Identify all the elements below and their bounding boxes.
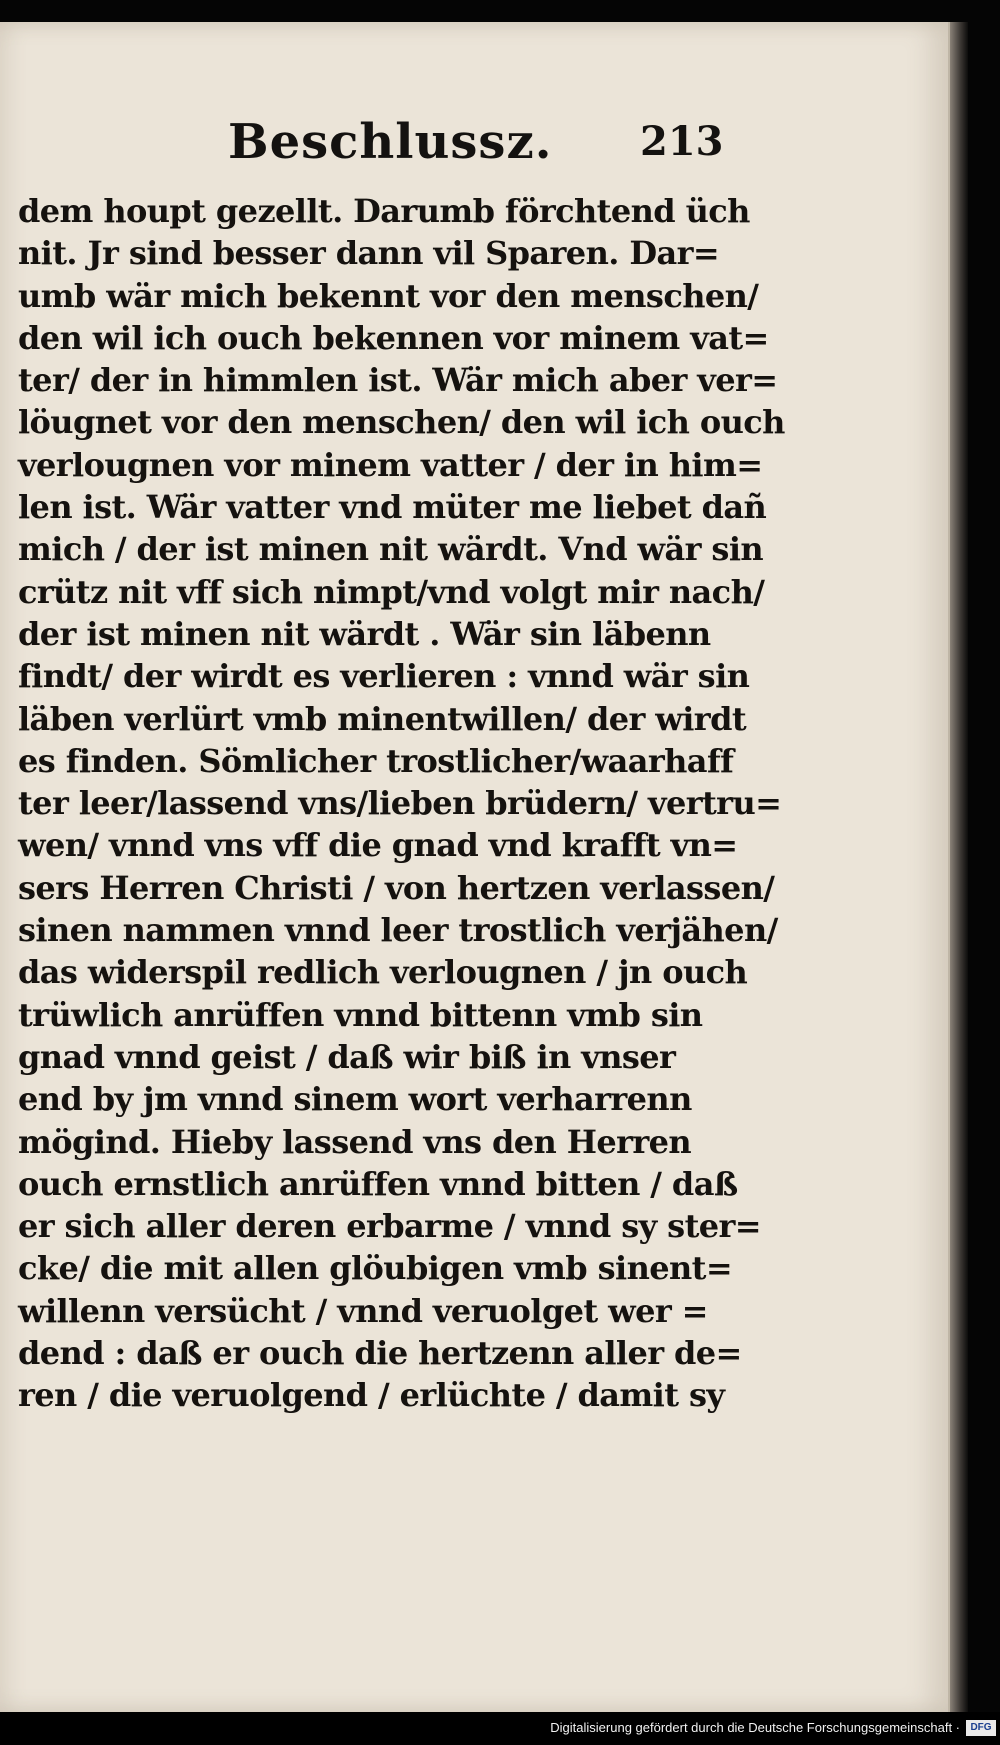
text-line: der ist minen nit wärdt . Wär sin läbenn (18, 614, 711, 653)
page-edge-shadow (950, 22, 968, 1712)
text-line: dend : daß er ouch die hertzenn aller de= (18, 1334, 742, 1373)
text-line: trüwlich anrüffen vnnd bittenn vmb sin (18, 995, 703, 1034)
text-line: er sich aller deren erbarme / vnnd sy ster= (18, 1207, 761, 1246)
text-line: gnad vnnd geist / daß wir biß in vnser (18, 1037, 676, 1076)
text-line: läben verlürt vmb minentwillen/ der wirdt (18, 699, 747, 738)
text-line: crütz nit vff sich nimpt/vnd volgt mir nach/ (18, 572, 765, 611)
text-line: willenn versücht / vnnd veruolget wer = (18, 1291, 708, 1330)
text-line: das widerspil redlich verlougnen / jn ouch (18, 953, 748, 992)
text-line: nit. Jr sind besser dann vil Sparen. Dar= (18, 234, 720, 273)
text-line: ter leer/lassend vns/lieben brüdern/ vertru= (18, 784, 782, 823)
funding-credit: Digitalisierung gefördert durch die Deutsche Forschungsgemeinschaft · (550, 1720, 960, 1735)
text-line: umb wär mich bekennt vor den menschen/ (18, 276, 759, 315)
text-line: mich / der ist minen nit wärdt. Vnd wär sin (18, 530, 764, 569)
text-line: wen/ vnnd vns vff die gnad vnd krafft vn= (18, 826, 738, 865)
text-line: mögind. Hieby lassend vns den Herren (18, 1122, 692, 1161)
text-line: ter/ der in himmlen ist. Wär mich aber ver= (18, 361, 778, 400)
text-line: findt/ der wirdt es verlieren : vnnd wär sin (18, 657, 750, 696)
page-number: 213 (640, 118, 724, 165)
text-line: end by jm vnnd sinem wort verharrenn (18, 1080, 692, 1119)
text-line: ren / die veruolgend / erlüchte / damit sy (18, 1376, 725, 1415)
text-line: löugnet vor den menschen/ den wil ich ouch (18, 403, 785, 442)
text-line: sinen nammen vnnd leer trostlich verjähen/ (18, 911, 778, 950)
text-line: len ist. Wär vatter vnd müter me liebet dañ (18, 488, 767, 527)
body-text (18, 190, 785, 1417)
text-line: dem houpt gezellt. Darumb förchtend üch (18, 192, 750, 230)
digitization-footer (0, 1712, 1000, 1745)
book-page (0, 22, 950, 1712)
text-line: verlougnen vor minem vatter / der in him= (18, 445, 763, 484)
dfg-logo-icon: DFG (966, 1720, 996, 1736)
page-header (0, 114, 948, 184)
text-line: ouch ernstlich anrüffen vnnd bitten / daß (18, 1164, 738, 1203)
running-head: Beschlussz. (228, 114, 553, 170)
text-line: es finden. Sömlicher trostlicher/waarhaff (18, 741, 734, 780)
text-line: den wil ich ouch bekennen vor minem vat= (18, 318, 769, 357)
text-line: sers Herren Christi / von hertzen verlassen/ (18, 868, 775, 907)
text-line: cke/ die mit allen glöubigen vmb sinent= (18, 1249, 733, 1288)
